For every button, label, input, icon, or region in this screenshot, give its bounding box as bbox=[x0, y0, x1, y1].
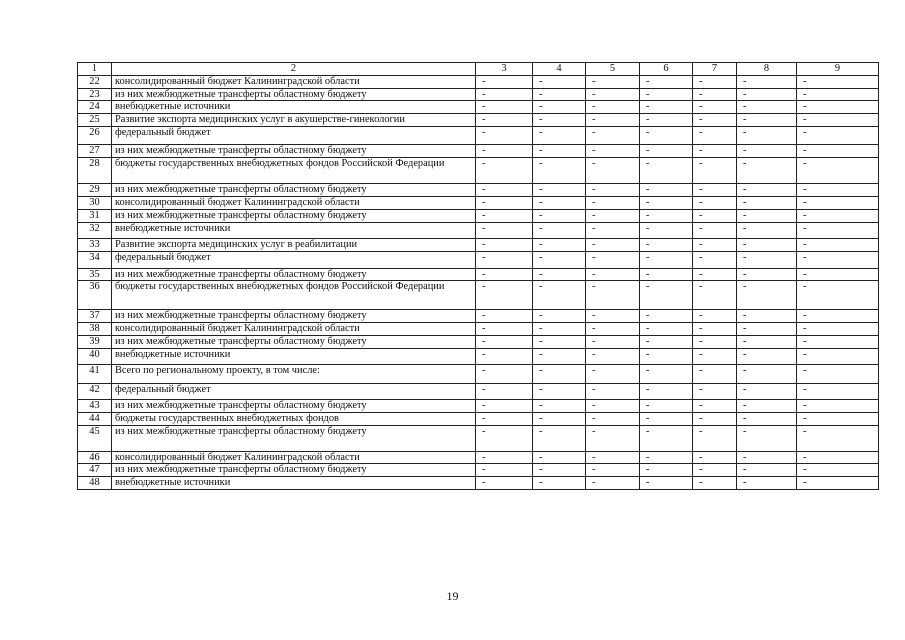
row-number: 23 bbox=[78, 88, 112, 101]
row-number: 47 bbox=[78, 464, 112, 477]
cell-value: - bbox=[533, 364, 586, 383]
cell-value: - bbox=[797, 412, 879, 425]
cell-value: - bbox=[640, 222, 693, 238]
cell-value: - bbox=[693, 76, 737, 89]
cell-value: - bbox=[640, 412, 693, 425]
cell-value: - bbox=[533, 268, 586, 281]
cell-value: - bbox=[640, 183, 693, 196]
table-body bbox=[78, 63, 879, 490]
row-number: 38 bbox=[78, 322, 112, 335]
cell-value: - bbox=[737, 144, 797, 157]
cell-value: - bbox=[640, 451, 693, 464]
cell-value: - bbox=[693, 88, 737, 101]
cell-value: - bbox=[476, 477, 533, 490]
cell-value: - bbox=[640, 126, 693, 144]
cell-value: - bbox=[797, 310, 879, 323]
cell-value: - bbox=[586, 364, 640, 383]
row-number: 22 bbox=[78, 76, 112, 89]
cell-value: - bbox=[693, 451, 737, 464]
cell-value: - bbox=[797, 238, 879, 251]
table-row bbox=[78, 222, 879, 238]
cell-value: - bbox=[476, 222, 533, 238]
cell-value: - bbox=[693, 412, 737, 425]
cell-value: - bbox=[737, 209, 797, 222]
cell-value: - bbox=[533, 322, 586, 335]
row-number: 48 bbox=[78, 477, 112, 490]
cell-value: - bbox=[533, 196, 586, 209]
cell-value: - bbox=[533, 412, 586, 425]
cell-value: - bbox=[640, 144, 693, 157]
cell-value: - bbox=[640, 477, 693, 490]
table-row bbox=[78, 412, 879, 425]
cell-value: - bbox=[693, 222, 737, 238]
row-description: из них межбюджетные трансферты областному бюджету bbox=[112, 268, 476, 281]
cell-value: - bbox=[476, 322, 533, 335]
cell-value: - bbox=[533, 335, 586, 348]
cell-value: - bbox=[693, 383, 737, 399]
row-description: консолидированный бюджет Калининградской области bbox=[112, 451, 476, 464]
row-number: 27 bbox=[78, 144, 112, 157]
cell-value: - bbox=[797, 196, 879, 209]
cell-value: - bbox=[533, 222, 586, 238]
row-description: из них межбюджетные трансферты областному бюджету bbox=[112, 399, 476, 412]
cell-value: - bbox=[737, 101, 797, 114]
row-description: из них межбюджетные трансферты областному бюджету bbox=[112, 335, 476, 348]
row-number: 41 bbox=[78, 364, 112, 383]
cell-value: - bbox=[533, 183, 586, 196]
cell-value: - bbox=[533, 251, 586, 268]
cell-value: - bbox=[640, 251, 693, 268]
cell-value: - bbox=[797, 322, 879, 335]
cell-value: - bbox=[533, 464, 586, 477]
cell-value: - bbox=[533, 281, 586, 310]
cell-value: - bbox=[640, 268, 693, 281]
table-row bbox=[78, 101, 879, 114]
cell-value: - bbox=[737, 281, 797, 310]
row-number: 28 bbox=[78, 157, 112, 183]
row-number: 35 bbox=[78, 268, 112, 281]
col-header-3: 3 bbox=[476, 63, 533, 76]
cell-value: - bbox=[586, 144, 640, 157]
row-number: 42 bbox=[78, 383, 112, 399]
cell-value: - bbox=[533, 383, 586, 399]
cell-value: - bbox=[476, 281, 533, 310]
cell-value: - bbox=[737, 126, 797, 144]
cell-value: - bbox=[797, 88, 879, 101]
cell-value: - bbox=[640, 383, 693, 399]
cell-value: - bbox=[693, 157, 737, 183]
table-row bbox=[78, 126, 879, 144]
table-row bbox=[78, 238, 879, 251]
cell-value: - bbox=[737, 399, 797, 412]
cell-value: - bbox=[797, 348, 879, 364]
cell-value: - bbox=[586, 88, 640, 101]
row-description: федеральный бюджет bbox=[112, 251, 476, 268]
cell-value: - bbox=[737, 113, 797, 126]
row-number: 34 bbox=[78, 251, 112, 268]
col-header-2: 2 bbox=[112, 63, 476, 76]
cell-value: - bbox=[586, 251, 640, 268]
cell-value: - bbox=[586, 281, 640, 310]
cell-value: - bbox=[533, 76, 586, 89]
col-header-4: 4 bbox=[533, 63, 586, 76]
cell-value: - bbox=[586, 348, 640, 364]
cell-value: - bbox=[693, 209, 737, 222]
cell-value: - bbox=[640, 281, 693, 310]
table-row bbox=[78, 281, 879, 310]
cell-value: - bbox=[476, 209, 533, 222]
row-number: 40 bbox=[78, 348, 112, 364]
cell-value: - bbox=[737, 157, 797, 183]
row-description: из них межбюджетные трансферты областному бюджету bbox=[112, 183, 476, 196]
cell-value: - bbox=[586, 113, 640, 126]
cell-value: - bbox=[476, 88, 533, 101]
cell-value: - bbox=[640, 464, 693, 477]
cell-value: - bbox=[797, 76, 879, 89]
cell-value: - bbox=[693, 310, 737, 323]
cell-value: - bbox=[693, 238, 737, 251]
cell-value: - bbox=[586, 412, 640, 425]
cell-value: - bbox=[533, 126, 586, 144]
row-number: 46 bbox=[78, 451, 112, 464]
cell-value: - bbox=[533, 88, 586, 101]
row-description: консолидированный бюджет Калининградской области bbox=[112, 196, 476, 209]
row-number: 30 bbox=[78, 196, 112, 209]
cell-value: - bbox=[737, 348, 797, 364]
cell-value: - bbox=[797, 209, 879, 222]
row-description: внебюджетные источники bbox=[112, 222, 476, 238]
cell-value: - bbox=[737, 477, 797, 490]
table-row bbox=[78, 144, 879, 157]
col-header-1: 1 bbox=[78, 63, 112, 76]
cell-value: - bbox=[640, 238, 693, 251]
row-number: 33 bbox=[78, 238, 112, 251]
col-header-5: 5 bbox=[586, 63, 640, 76]
row-number: 26 bbox=[78, 126, 112, 144]
cell-value: - bbox=[737, 412, 797, 425]
cell-value: - bbox=[797, 183, 879, 196]
table-row bbox=[78, 157, 879, 183]
cell-value: - bbox=[533, 144, 586, 157]
cell-value: - bbox=[586, 451, 640, 464]
cell-value: - bbox=[640, 76, 693, 89]
table-row bbox=[78, 310, 879, 323]
row-number: 39 bbox=[78, 335, 112, 348]
cell-value: - bbox=[476, 451, 533, 464]
row-description: внебюджетные источники bbox=[112, 477, 476, 490]
cell-value: - bbox=[533, 209, 586, 222]
cell-value: - bbox=[693, 281, 737, 310]
cell-value: - bbox=[797, 451, 879, 464]
cell-value: - bbox=[737, 183, 797, 196]
cell-value: - bbox=[476, 348, 533, 364]
row-description: Развитие экспорта медицинских услуг в акушерстве-гинекологии bbox=[112, 113, 476, 126]
cell-value: - bbox=[693, 425, 737, 451]
cell-value: - bbox=[737, 364, 797, 383]
cell-value: - bbox=[586, 310, 640, 323]
cell-value: - bbox=[476, 412, 533, 425]
table-row bbox=[78, 268, 879, 281]
row-number: 45 bbox=[78, 425, 112, 451]
cell-value: - bbox=[737, 76, 797, 89]
cell-value: - bbox=[737, 196, 797, 209]
table-row bbox=[78, 183, 879, 196]
cell-value: - bbox=[737, 322, 797, 335]
cell-value: - bbox=[476, 101, 533, 114]
row-description: внебюджетные источники bbox=[112, 101, 476, 114]
table-row bbox=[78, 76, 879, 89]
cell-value: - bbox=[533, 425, 586, 451]
cell-value: - bbox=[693, 183, 737, 196]
cell-value: - bbox=[640, 310, 693, 323]
header-row bbox=[78, 63, 879, 76]
cell-value: - bbox=[737, 383, 797, 399]
table-row bbox=[78, 196, 879, 209]
cell-value: - bbox=[693, 322, 737, 335]
cell-value: - bbox=[737, 335, 797, 348]
table-row bbox=[78, 322, 879, 335]
cell-value: - bbox=[693, 477, 737, 490]
table-row bbox=[78, 251, 879, 268]
cell-value: - bbox=[586, 196, 640, 209]
cell-value: - bbox=[737, 310, 797, 323]
cell-value: - bbox=[476, 383, 533, 399]
row-description: из них межбюджетные трансферты областному бюджету bbox=[112, 144, 476, 157]
col-header-9: 9 bbox=[797, 63, 879, 76]
cell-value: - bbox=[737, 88, 797, 101]
cell-value: - bbox=[640, 88, 693, 101]
row-description: консолидированный бюджет Калининградской области bbox=[112, 322, 476, 335]
cell-value: - bbox=[640, 101, 693, 114]
cell-value: - bbox=[476, 364, 533, 383]
cell-value: - bbox=[640, 364, 693, 383]
row-description: из них межбюджетные трансферты областному бюджету bbox=[112, 425, 476, 451]
cell-value: - bbox=[737, 464, 797, 477]
row-description: федеральный бюджет bbox=[112, 383, 476, 399]
cell-value: - bbox=[797, 222, 879, 238]
table-row bbox=[78, 88, 879, 101]
row-description: Развитие экспорта медицинских услуг в реабилитации bbox=[112, 238, 476, 251]
cell-value: - bbox=[693, 126, 737, 144]
cell-value: - bbox=[640, 348, 693, 364]
cell-value: - bbox=[797, 157, 879, 183]
cell-value: - bbox=[533, 477, 586, 490]
cell-value: - bbox=[533, 348, 586, 364]
row-number: 37 bbox=[78, 310, 112, 323]
cell-value: - bbox=[586, 183, 640, 196]
table-row bbox=[78, 425, 879, 451]
cell-value: - bbox=[693, 399, 737, 412]
cell-value: - bbox=[476, 251, 533, 268]
table-row bbox=[78, 113, 879, 126]
cell-value: - bbox=[797, 268, 879, 281]
cell-value: - bbox=[533, 310, 586, 323]
cell-value: - bbox=[693, 335, 737, 348]
row-description: федеральный бюджет bbox=[112, 126, 476, 144]
table-row bbox=[78, 383, 879, 399]
col-header-6: 6 bbox=[640, 63, 693, 76]
row-number: 24 bbox=[78, 101, 112, 114]
table-row bbox=[78, 464, 879, 477]
row-description: консолидированный бюджет Калининградской области bbox=[112, 76, 476, 89]
cell-value: - bbox=[476, 144, 533, 157]
row-number: 31 bbox=[78, 209, 112, 222]
cell-value: - bbox=[640, 157, 693, 183]
cell-value: - bbox=[586, 268, 640, 281]
cell-value: - bbox=[797, 399, 879, 412]
cell-value: - bbox=[737, 222, 797, 238]
cell-value: - bbox=[476, 464, 533, 477]
cell-value: - bbox=[797, 383, 879, 399]
cell-value: - bbox=[640, 335, 693, 348]
cell-value: - bbox=[640, 322, 693, 335]
cell-value: - bbox=[476, 113, 533, 126]
cell-value: - bbox=[693, 113, 737, 126]
row-description: из них межбюджетные трансферты областному бюджету bbox=[112, 310, 476, 323]
cell-value: - bbox=[533, 101, 586, 114]
row-description: бюджеты государственных внебюджетных фондов bbox=[112, 412, 476, 425]
cell-value: - bbox=[476, 268, 533, 281]
cell-value: - bbox=[737, 251, 797, 268]
table-row bbox=[78, 335, 879, 348]
cell-value: - bbox=[586, 425, 640, 451]
cell-value: - bbox=[797, 464, 879, 477]
row-description: внебюджетные источники bbox=[112, 348, 476, 364]
cell-value: - bbox=[586, 322, 640, 335]
cell-value: - bbox=[533, 238, 586, 251]
table-row bbox=[78, 477, 879, 490]
cell-value: - bbox=[586, 209, 640, 222]
cell-value: - bbox=[476, 196, 533, 209]
cell-value: - bbox=[533, 451, 586, 464]
cell-value: - bbox=[737, 451, 797, 464]
cell-value: - bbox=[693, 364, 737, 383]
cell-value: - bbox=[737, 268, 797, 281]
row-number: 29 bbox=[78, 183, 112, 196]
cell-value: - bbox=[476, 157, 533, 183]
row-description: бюджеты государственных внебюджетных фондов Российской Федерации bbox=[112, 157, 476, 183]
cell-value: - bbox=[586, 101, 640, 114]
table-row bbox=[78, 348, 879, 364]
row-number: 25 bbox=[78, 113, 112, 126]
cell-value: - bbox=[586, 335, 640, 348]
cell-value: - bbox=[476, 126, 533, 144]
cell-value: - bbox=[476, 76, 533, 89]
row-description: из них межбюджетные трансферты областному бюджету bbox=[112, 88, 476, 101]
cell-value: - bbox=[586, 126, 640, 144]
cell-value: - bbox=[797, 425, 879, 451]
cell-value: - bbox=[693, 464, 737, 477]
cell-value: - bbox=[693, 196, 737, 209]
row-number: 43 bbox=[78, 399, 112, 412]
cell-value: - bbox=[586, 238, 640, 251]
cell-value: - bbox=[693, 348, 737, 364]
cell-value: - bbox=[797, 364, 879, 383]
row-description: из них межбюджетные трансферты областному бюджету bbox=[112, 464, 476, 477]
cell-value: - bbox=[693, 268, 737, 281]
cell-value: - bbox=[797, 144, 879, 157]
cell-value: - bbox=[586, 76, 640, 89]
col-header-7: 7 bbox=[693, 63, 737, 76]
cell-value: - bbox=[797, 126, 879, 144]
cell-value: - bbox=[640, 196, 693, 209]
cell-value: - bbox=[797, 477, 879, 490]
row-description: Всего по региональному проекту, в том числе: bbox=[112, 364, 476, 383]
cell-value: - bbox=[693, 251, 737, 268]
cell-value: - bbox=[693, 144, 737, 157]
table-row bbox=[78, 209, 879, 222]
cell-value: - bbox=[640, 425, 693, 451]
cell-value: - bbox=[797, 335, 879, 348]
row-number: 36 bbox=[78, 281, 112, 310]
page-number: 19 bbox=[446, 589, 459, 603]
table-row bbox=[78, 399, 879, 412]
col-header-8: 8 bbox=[737, 63, 797, 76]
cell-value: - bbox=[737, 425, 797, 451]
cell-value: - bbox=[476, 425, 533, 451]
cell-value: - bbox=[640, 399, 693, 412]
cell-value: - bbox=[586, 477, 640, 490]
cell-value: - bbox=[533, 113, 586, 126]
cell-value: - bbox=[693, 101, 737, 114]
row-description: из них межбюджетные трансферты областному бюджету bbox=[112, 209, 476, 222]
cell-value: - bbox=[476, 238, 533, 251]
cell-value: - bbox=[586, 383, 640, 399]
cell-value: - bbox=[797, 101, 879, 114]
cell-value: - bbox=[476, 310, 533, 323]
cell-value: - bbox=[476, 335, 533, 348]
cell-value: - bbox=[533, 399, 586, 412]
cell-value: - bbox=[640, 113, 693, 126]
cell-value: - bbox=[586, 399, 640, 412]
cell-value: - bbox=[586, 222, 640, 238]
row-description: бюджеты государственных внебюджетных фондов Российской Федерации bbox=[112, 281, 476, 310]
cell-value: - bbox=[737, 238, 797, 251]
cell-value: - bbox=[476, 399, 533, 412]
cell-value: - bbox=[797, 113, 879, 126]
cell-value: - bbox=[586, 464, 640, 477]
cell-value: - bbox=[476, 183, 533, 196]
table-row bbox=[78, 364, 879, 383]
cell-value: - bbox=[797, 281, 879, 310]
row-number: 32 bbox=[78, 222, 112, 238]
cell-value: - bbox=[640, 209, 693, 222]
cell-value: - bbox=[533, 157, 586, 183]
row-number: 44 bbox=[78, 412, 112, 425]
cell-value: - bbox=[797, 251, 879, 268]
budget-table bbox=[77, 62, 879, 490]
table-row bbox=[78, 451, 879, 464]
cell-value: - bbox=[586, 157, 640, 183]
